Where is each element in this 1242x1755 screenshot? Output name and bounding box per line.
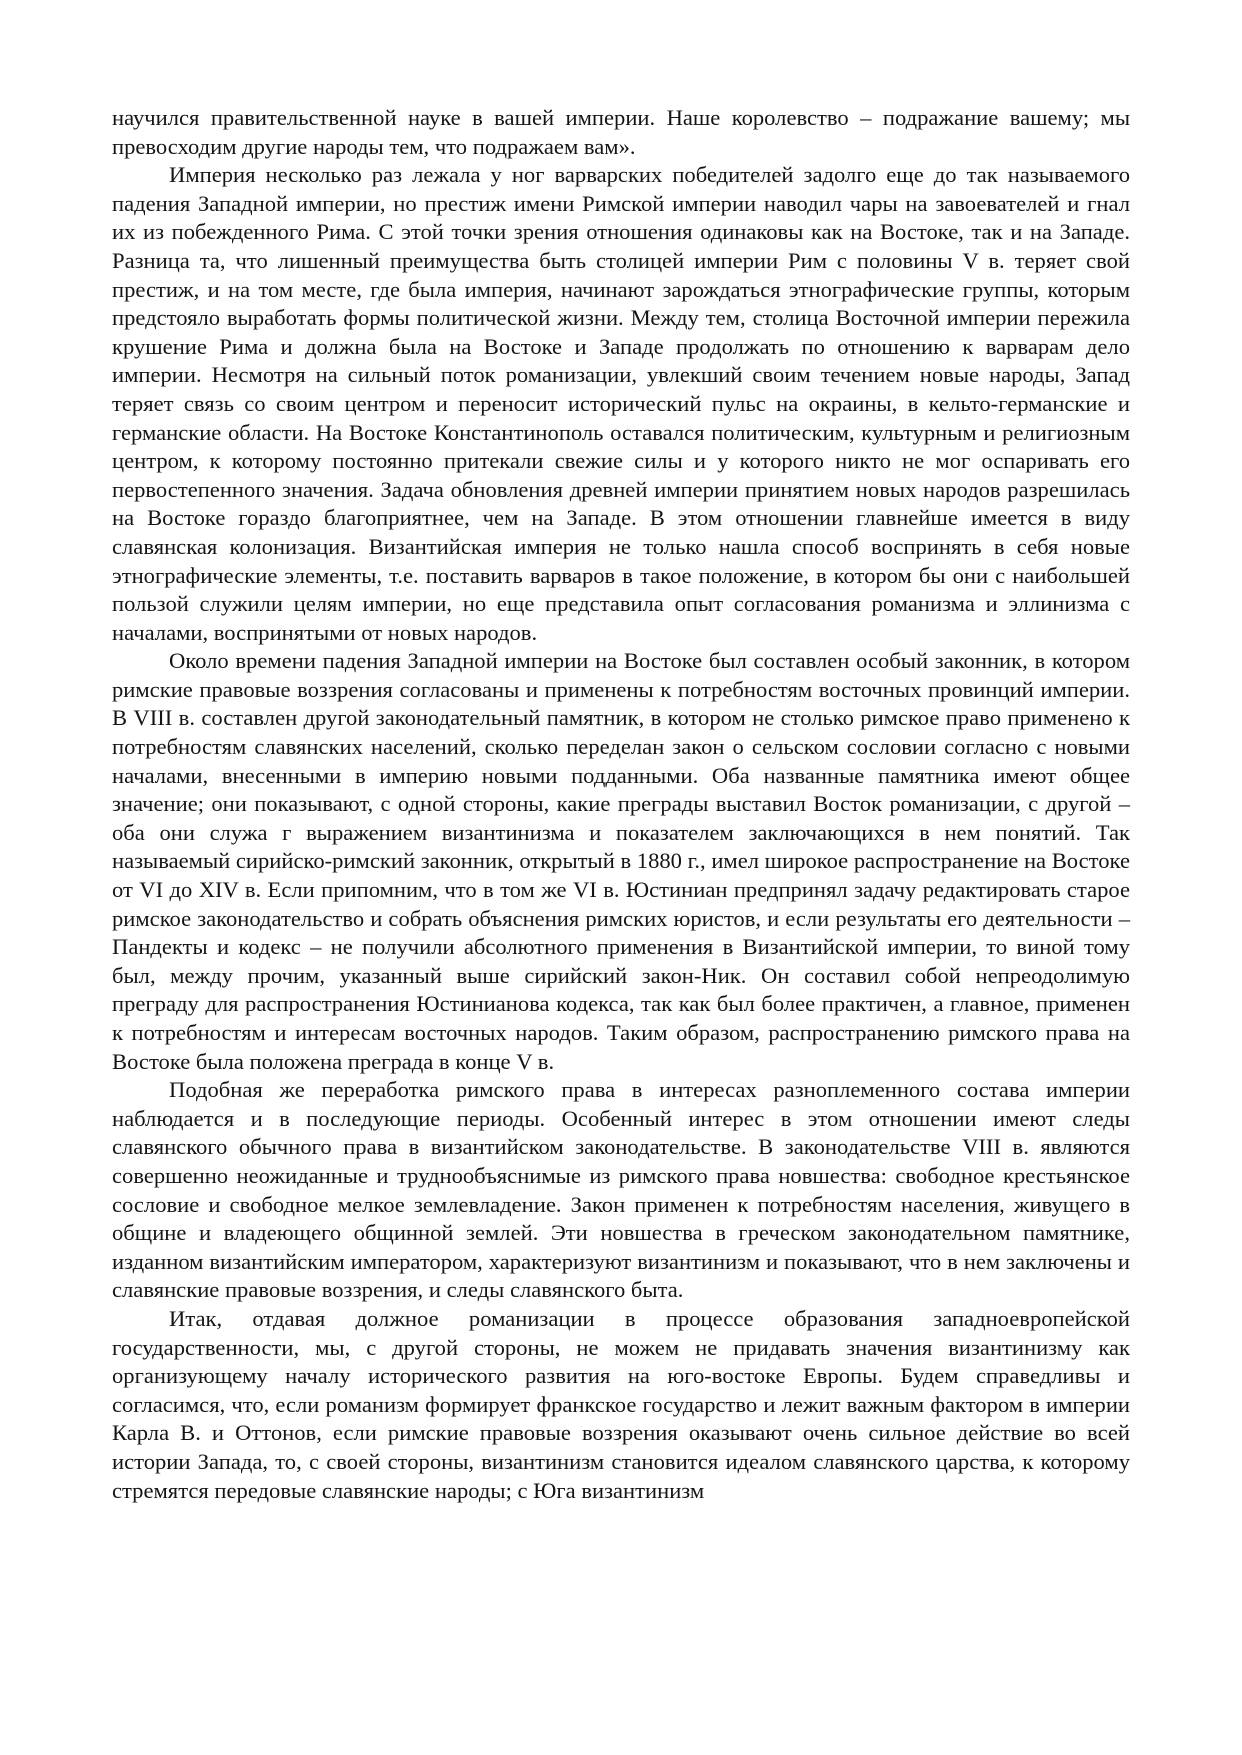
document-body [112,104,1130,1505]
paragraph-empire-prestige: Империя несколько раз лежала у ног варварских победителей задолго еще до так называемого падения Западной империи, но престиж имени Римской империи наводил чары на завоевателей и гнал их из побежденного Рима. С этой точки зрения отношения одинаковы как на Востоке, так и на Западе. Разница та, что лишенный преимущества быть столицей империи Рим с половины V в. теряет свой престиж, и на том месте, где была империя, начинают зарождаться этнографические группы, которым предстояло выработать формы политической жизни. Между тем, столица Восточной империи пережила крушение Рима и должна была на Востоке и Западе продолжать по отношению к варварам дело империи. Несмотря на сильный поток романизации, увлекший своим течением новые народы, Запад теряет связь со своим центром и переносит исторический пульс на окраины, в кельто-германские и германские области. На Востоке Константинополь оставался политическим, культурным и религиозным центром, к которому постоянно притекали свежие силы и у которого никто не мог оспаривать его первостепенного значения. Задача обновления древней империи принятием новых народов разрешилась на Востоке гораздо благоприятнее, чем на Западе. В этом отношении главнейше имеется в виду славянская колонизация. Византийская империя не только нашла способ воспринять в себя новые этнографические элементы, т.е. поставить варваров в такое положение, в котором бы они с наибольшей пользой служили целям империи, но еще представила опыт согласования романизма и эллинизма с началами, воспринятыми от новых народов. [112,162,1130,645]
paragraph-byzantinism: Итак, отдавая должное романизации в процессе образования западноевропейской государственности, мы, с другой стороны, не можем не придавать значения византинизму как организующему началу исторического развития на юго-востоке Европы. Будем справедливы и согласимся, что, если романизм формирует франкское государство и лежит важным фактором в империи Карла В. и Оттонов, если римские правовые воззрения оказывают очень сильное действие во всей истории Запада, то, с своей стороны, византинизм становится идеалом славянского царства, к которому стремятся передовые славянские народы; с Юга византинизм [112,1305,1130,1503]
paragraph-continuation: научился правительственной науке в вашей империи. Наше королевство – подражание вашему; мы превосходим другие народы тем, что подражаем вам». [112,105,1130,159]
paragraph-syro-roman-code: Около времени падения Западной империи на Востоке был составлен особый законник, в котором римские правовые воззрения согласованы и применены к потребностям восточных провинций империи. В VIII в. составлен другой законодательный памятник, в котором не столько римское право применено к потребностям славянских населений, сколько переделан закон о сельском сословии согласно с новыми началами, внесенными в империю новыми подданными. Оба названные памятника имеют общее значение; они показывают, с одной стороны, какие преграды выставил Восток романизации, с другой – оба они служа г выражением византинизма и показателем заключающихся в нем понятий. Так называемый сирийско-римский законник, открытый в 1880 г., имел широкое распространение на Востоке от VI до XIV в. Если припомним, что в том же VI в. Юстиниан предпринял задачу редактировать старое римское законодательство и собрать объяснения римских юристов, и если результаты его деятельности – Пандекты и кодекс – не получили абсолютного применения в Византийской империи, то виной тому был, между прочим, указанный выше сирийский закон-Ник. Он составил собой непреодолимую преграду для распространения Юстинианова кодекса, так как был более практичен, а главное, применен к потребностям и интересам восточных народов. Таким образом, распространению римского права на Востоке была положена преграда в конце V в. [112,648,1130,1074]
paragraph-slavic-law: Подобная же переработка римского права в интересах разноплеменного состава империи наблюдается и в последующие периоды. Особенный интерес в этом отношении имеют следы славянского обычного права в византийском законодательстве. В законодательстве VIII в. являются совершенно неожиданные и труднообъяснимые из римского права новшества: свободное крестьянское сословие и свободное мелкое землевладение. Закон применен к потребностям населения, живущего в общине и владеющего общинной землей. Эти новшества в греческом законодательном памятнике, изданном византийским императором, характеризуют византинизм и показывают, что в нем заключены и славянские правовые воззрения, и следы славянского быта. [112,1077,1130,1303]
